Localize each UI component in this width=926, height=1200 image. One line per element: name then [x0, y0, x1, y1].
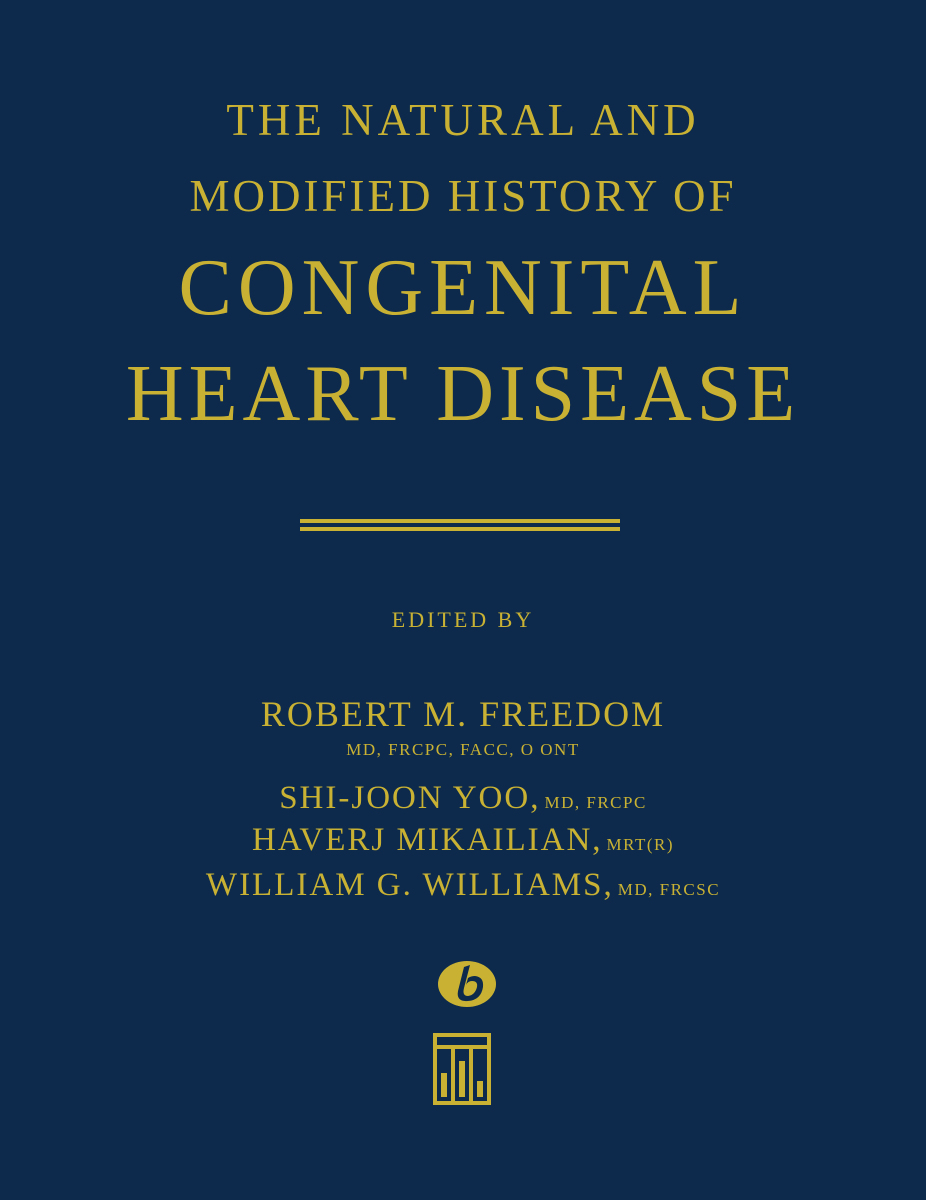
editor-3: [0, 824, 926, 857]
editor-1-credentials: MD, FRCPC, FACC, O ONT: [346, 740, 580, 759]
title-line-1: THE NATURAL AND: [226, 95, 700, 145]
title-line-4: HEART DISEASE: [125, 350, 801, 438]
edited-by-label: EDITED BY: [391, 607, 535, 632]
blackwell-b-logo-icon: [437, 960, 497, 1008]
editor-name: ROBERT M. FREEDOM: [260, 694, 666, 734]
editor-1: [0, 696, 926, 732]
editor-4: [0, 869, 926, 902]
title-line-2: MODIFIED HISTORY OF: [189, 171, 737, 221]
divider-rule-bottom: [300, 527, 620, 531]
futura-logo-icon: [433, 1033, 491, 1105]
editor-credentials: MRT(R): [606, 835, 675, 854]
editor-name: SHI-JOON YOO,: [279, 780, 541, 816]
title-line-3: CONGENITAL: [178, 244, 748, 332]
editor-name: HAVERJ MIKAILIAN,: [251, 822, 603, 858]
editor-credentials: MD, FRCPC: [544, 793, 647, 812]
editor-name: WILLIAM G. WILLIAMS,: [205, 867, 614, 903]
editor-credentials: MD, FRCSC: [617, 880, 721, 899]
divider-rule-top: [300, 519, 620, 523]
editor-2: [0, 782, 926, 815]
